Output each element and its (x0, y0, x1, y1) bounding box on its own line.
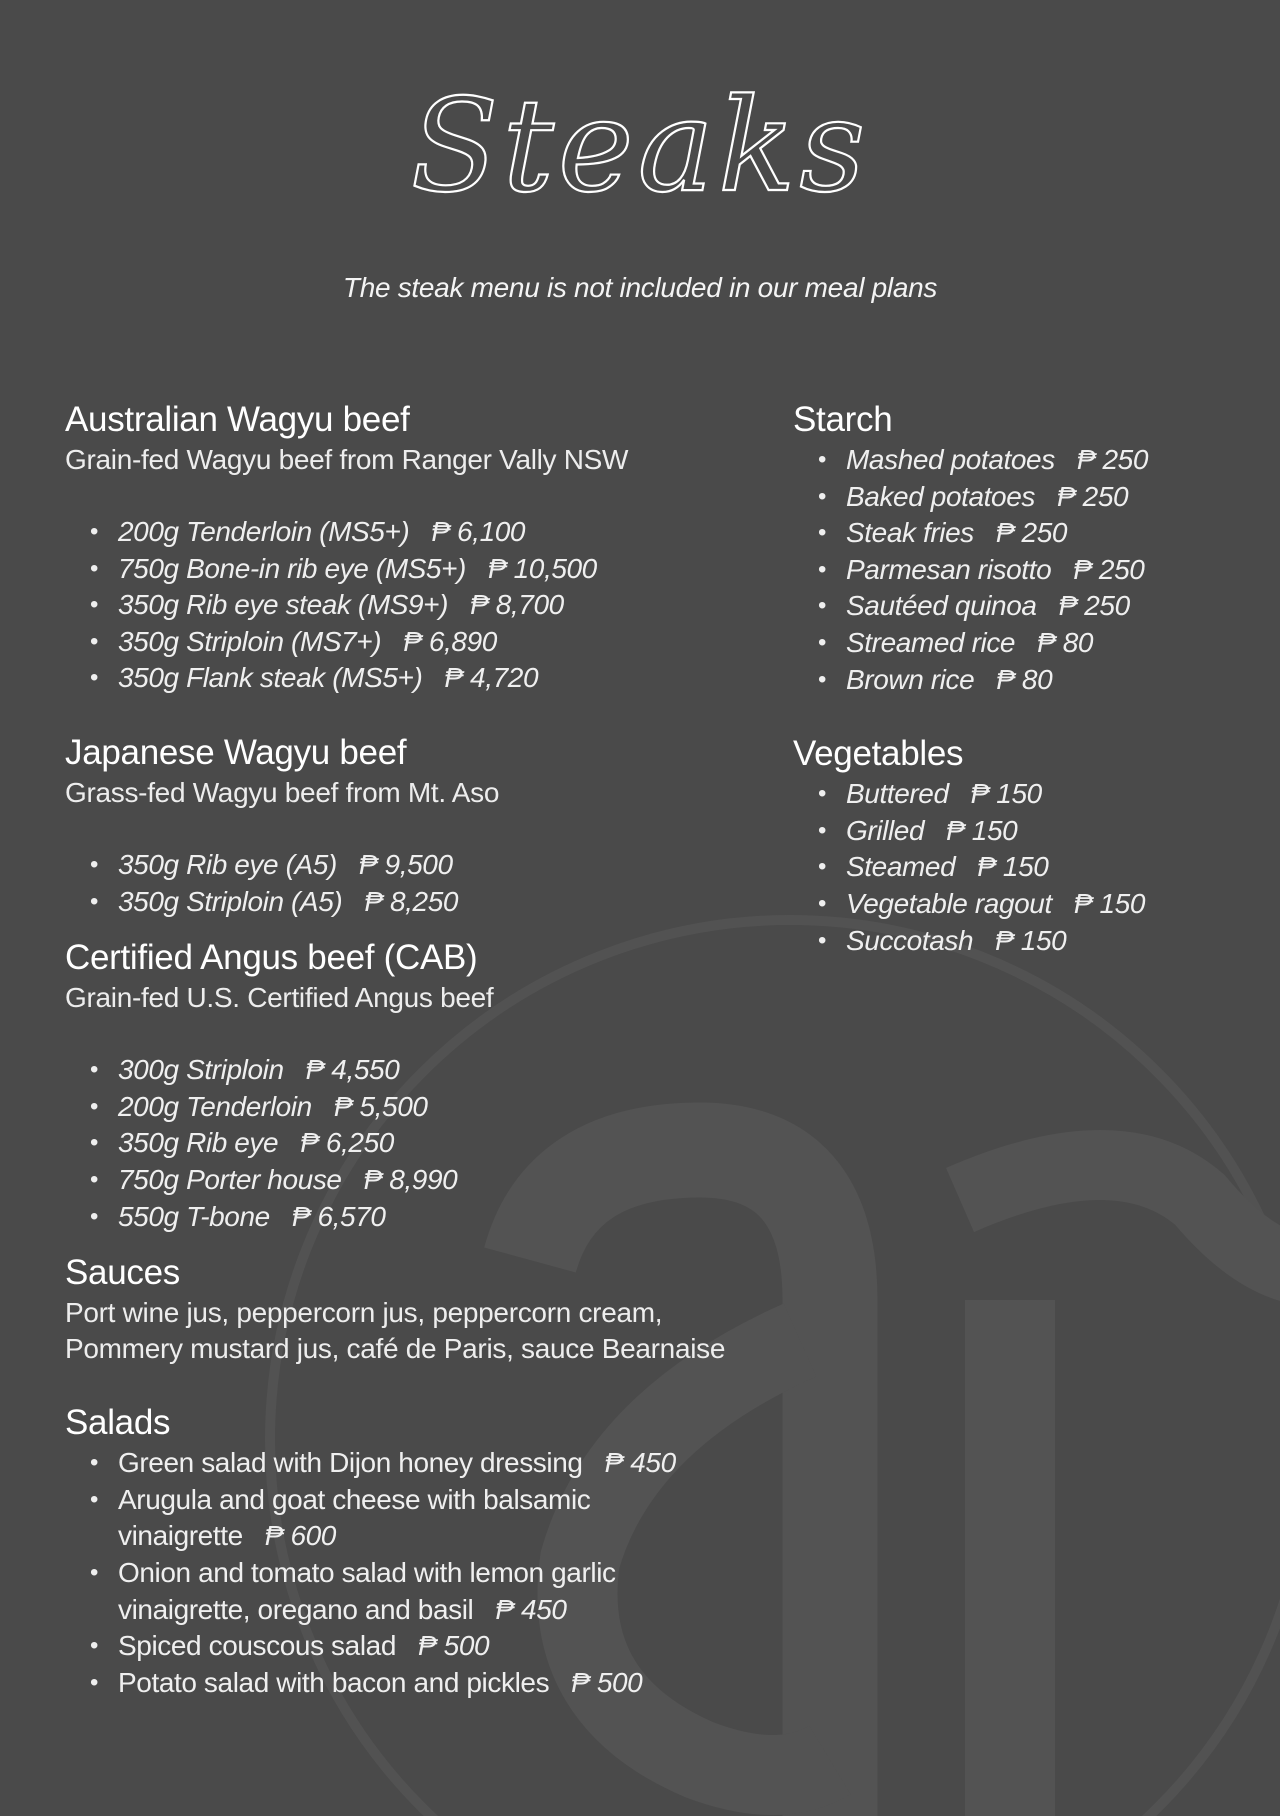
menu-item: • 750g Bone-in rib eye (MS5+) ₱ 10,500 (65, 551, 765, 588)
price: ₱ 8,700 (470, 589, 564, 621)
menu-item: • Spiced couscous salad ₱ 500 (65, 1628, 705, 1665)
menu-item: • 350g Striploin (MS7+) ₱ 6,890 (65, 624, 765, 661)
sauces-line-2: Pommery mustard jus, café de Paris, sauce Bearnaise (65, 1333, 726, 1365)
price: ₱ 500 (571, 1666, 643, 1698)
australian-items (65, 514, 765, 697)
price: ₱ 9,500 (358, 848, 453, 880)
price: ₱ 150 (1073, 887, 1146, 919)
left-column (65, 398, 765, 1701)
menu-item: • 550g T-bone ₱ 6,570 (65, 1199, 765, 1236)
menu-item: • Succotash ₱ 150 (793, 923, 1263, 960)
section-vegetables (793, 732, 1263, 959)
menu-item: • 350g Striploin (A5) ₱ 8,250 (65, 884, 765, 921)
section-starch (793, 398, 1263, 698)
page-title (0, 40, 1280, 240)
angus-items (65, 1052, 765, 1235)
section-heading: Starch (793, 400, 893, 439)
section-heading: Salads (65, 1403, 171, 1443)
price: ₱ 600 (264, 1520, 336, 1552)
right-column (793, 398, 1263, 959)
price: ₱ 250 (1057, 480, 1129, 512)
menu-item: • Parmesan risotto ₱ 250 (793, 552, 1263, 589)
section-description: Grain-fed Wagyu beef from Ranger Vally NSW (65, 444, 629, 475)
section-heading: Vegetables (793, 734, 964, 774)
price: ₱ 6,570 (291, 1200, 386, 1232)
section-heading: Japanese Wagyu beef (65, 732, 407, 772)
price: ₱ 6,250 (300, 1127, 394, 1159)
section-certified-angus (65, 936, 765, 1235)
menu-item: • Vegetable ragout ₱ 150 (793, 886, 1263, 923)
menu-item: • Steamed ₱ 150 (793, 849, 1263, 886)
price: ₱ 80 (996, 663, 1053, 695)
section-sauces (65, 1251, 765, 1367)
price: ₱ 10,500 (487, 552, 597, 584)
menu-item: • 200g Tenderloin (MS5+) ₱ 6,100 (65, 514, 765, 551)
price: ₱ 450 (495, 1593, 567, 1625)
price: ₱ 5,500 (333, 1090, 428, 1122)
price: ₱ 4,550 (305, 1054, 400, 1086)
menu-item: • Sautéed quinoa ₱ 250 (793, 588, 1263, 625)
menu-item: • Brown rice ₱ 80 (793, 662, 1263, 699)
price: ₱ 8,990 (363, 1163, 458, 1195)
menu-item: • 350g Rib eye steak (MS9+) ₱ 8,700 (65, 587, 765, 624)
menu-item: • Baked potatoes ₱ 250 (793, 479, 1263, 516)
section-heading: Certified Angus beef (CAB) (65, 938, 478, 978)
price: ₱ 150 (995, 924, 1067, 956)
price: ₱ 250 (1058, 590, 1130, 622)
price: ₱ 500 (418, 1630, 490, 1662)
vegetable-items (793, 776, 1263, 959)
price: ₱ 150 (946, 814, 1018, 846)
menu-item: • 200g Tenderloin ₱ 5,500 (65, 1089, 765, 1126)
menu-item: • 750g Porter house ₱ 8,990 (65, 1162, 765, 1199)
menu-item: • Buttered ₱ 150 (793, 776, 1263, 813)
sauces-line-1: Port wine jus, peppercorn jus, peppercorn cream, (65, 1297, 663, 1329)
price: ₱ 80 (1037, 626, 1094, 658)
page-subtitle: The steak menu is not included in our meal plans (342, 272, 938, 303)
price: ₱ 250 (995, 517, 1068, 549)
price: ₱ 450 (604, 1447, 676, 1479)
svg-text:Steaks: Steaks (410, 72, 870, 221)
section-description: Grain-fed U.S. Certified Angus beef (65, 982, 494, 1014)
menu-item: • Steak fries ₱ 250 (793, 515, 1263, 552)
price: ₱ 4,720 (444, 662, 539, 694)
price: ₱ 8,250 (364, 885, 459, 917)
section-heading: Sauces (65, 1253, 180, 1293)
menu-item: • Mashed potatoes ₱ 250 (793, 442, 1263, 479)
price: ₱ 150 (977, 851, 1049, 883)
menu-item: • 350g Rib eye ₱ 6,250 (65, 1125, 765, 1162)
section-description: Grass-fed Wagyu beef from Mt. Aso (65, 776, 500, 808)
japanese-items (65, 847, 765, 920)
price: ₱ 6,890 (403, 625, 497, 657)
menu-item: • 350g Flank steak (MS5+) ₱ 4,720 (65, 660, 765, 697)
section-salads (65, 1401, 765, 1701)
price: ₱ 250 (1073, 553, 1145, 585)
menu-item: • Arugula and goat cheese with balsamic vinaigrette ₱ 600 (65, 1482, 638, 1555)
steaks-script-title (400, 40, 880, 240)
section-heading: Australian Wagyu beef (65, 400, 410, 439)
section-australian-wagyu (65, 398, 765, 697)
menu-item: • Grilled ₱ 150 (793, 813, 1263, 850)
salad-items (65, 1445, 705, 1701)
menu-item: • Potato salad with bacon and pickles ₱ 500 (65, 1665, 705, 1702)
menu-item: • 350g Rib eye (A5) ₱ 9,500 (65, 847, 765, 884)
starch-items (793, 442, 1263, 698)
section-japanese-wagyu (65, 731, 765, 920)
price: ₱ 150 (970, 778, 1042, 810)
menu-item: • 300g Striploin ₱ 4,550 (65, 1052, 765, 1089)
price: ₱ 6,100 (431, 516, 526, 547)
price: ₱ 250 (1076, 444, 1149, 475)
menu-item: • Streamed rice ₱ 80 (793, 625, 1263, 662)
menu-item: • Onion and tomato salad with lemon garlic vinaigrette, oregano and basil ₱ 450 (65, 1555, 678, 1628)
menu-item: • Green salad with Dijon honey dressing ₱ 450 (65, 1445, 705, 1482)
